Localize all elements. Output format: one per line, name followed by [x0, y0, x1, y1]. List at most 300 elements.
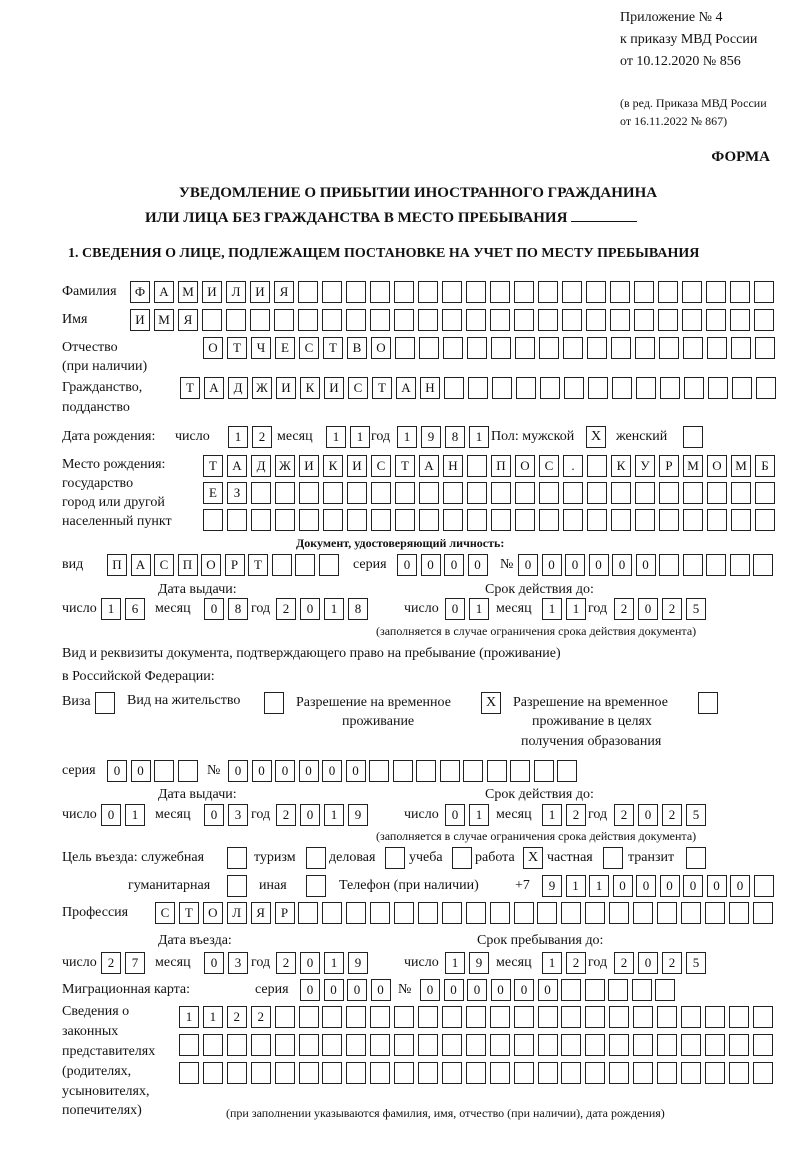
- char-cell[interactable]: [416, 760, 436, 782]
- char-cell[interactable]: Б: [755, 455, 775, 477]
- char-cell[interactable]: [539, 482, 559, 504]
- visa-checkbox[interactable]: [95, 692, 115, 714]
- char-cell[interactable]: [514, 309, 534, 331]
- char-cell[interactable]: [611, 337, 631, 359]
- char-cell[interactable]: [561, 902, 581, 924]
- char-cell[interactable]: [655, 979, 675, 1001]
- char-cell[interactable]: [684, 377, 704, 399]
- char-cell[interactable]: И: [299, 455, 319, 477]
- char-cell[interactable]: 1: [179, 1006, 199, 1028]
- char-cell[interactable]: [753, 1006, 773, 1028]
- char-cell[interactable]: С: [348, 377, 368, 399]
- char-cell[interactable]: О: [201, 554, 221, 576]
- char-cell[interactable]: [322, 309, 342, 331]
- char-cell[interactable]: [708, 377, 728, 399]
- char-cell[interactable]: [534, 760, 554, 782]
- char-cell[interactable]: [322, 1034, 342, 1056]
- char-cell[interactable]: [418, 1034, 438, 1056]
- char-cell[interactable]: [729, 1006, 749, 1028]
- char-cell[interactable]: 6: [125, 598, 145, 620]
- char-cell[interactable]: [705, 902, 725, 924]
- char-cell[interactable]: [394, 1006, 414, 1028]
- char-cell[interactable]: А: [154, 281, 174, 303]
- char-cell[interactable]: [370, 1034, 390, 1056]
- char-cell[interactable]: 0: [300, 979, 320, 1001]
- char-cell[interactable]: [540, 377, 560, 399]
- char-cell[interactable]: К: [611, 455, 631, 477]
- char-cell[interactable]: [563, 509, 583, 531]
- char-cell[interactable]: [154, 760, 174, 782]
- char-cell[interactable]: [538, 309, 558, 331]
- char-cell[interactable]: Н: [420, 377, 440, 399]
- temp-residence-checkbox[interactable]: X: [481, 692, 501, 714]
- char-cell[interactable]: [295, 554, 315, 576]
- char-cell[interactable]: А: [204, 377, 224, 399]
- char-cell[interactable]: С: [371, 455, 391, 477]
- char-cell[interactable]: [514, 902, 534, 924]
- char-cell[interactable]: Т: [203, 455, 223, 477]
- char-cell[interactable]: [203, 1062, 223, 1084]
- char-cell[interactable]: [442, 281, 462, 303]
- char-cell[interactable]: [587, 509, 607, 531]
- char-cell[interactable]: 5: [686, 804, 706, 826]
- char-cell[interactable]: 0: [636, 875, 656, 897]
- char-cell[interactable]: [585, 1034, 605, 1056]
- char-cell[interactable]: 1: [326, 426, 346, 448]
- char-cell[interactable]: [731, 509, 751, 531]
- char-cell[interactable]: [443, 482, 463, 504]
- char-cell[interactable]: 2: [662, 598, 682, 620]
- char-cell[interactable]: 1: [566, 875, 586, 897]
- char-cell[interactable]: [322, 281, 342, 303]
- char-cell[interactable]: 0: [467, 979, 487, 1001]
- char-cell[interactable]: [705, 1006, 725, 1028]
- char-cell[interactable]: 7: [125, 952, 145, 974]
- char-cell[interactable]: [395, 337, 415, 359]
- char-cell[interactable]: [731, 337, 751, 359]
- char-cell[interactable]: 5: [686, 598, 706, 620]
- char-cell[interactable]: С: [155, 902, 175, 924]
- char-cell[interactable]: 2: [276, 598, 296, 620]
- char-cell[interactable]: [681, 1062, 701, 1084]
- purpose-work-checkbox[interactable]: X: [523, 847, 543, 869]
- purpose-tourism-checkbox[interactable]: [306, 847, 326, 869]
- char-cell[interactable]: [490, 1034, 510, 1056]
- char-cell[interactable]: 1: [324, 804, 344, 826]
- char-cell[interactable]: 3: [228, 804, 248, 826]
- char-cell[interactable]: [707, 509, 727, 531]
- char-cell[interactable]: [298, 309, 318, 331]
- char-cell[interactable]: 9: [348, 804, 368, 826]
- char-cell[interactable]: [346, 281, 366, 303]
- purpose-private-checkbox[interactable]: [603, 847, 623, 869]
- char-cell[interactable]: 2: [276, 952, 296, 974]
- char-cell[interactable]: [442, 902, 462, 924]
- char-cell[interactable]: [754, 875, 774, 897]
- char-cell[interactable]: [683, 554, 703, 576]
- char-cell[interactable]: [682, 309, 702, 331]
- char-cell[interactable]: [370, 1006, 390, 1028]
- char-cell[interactable]: 0: [518, 554, 538, 576]
- char-cell[interactable]: 0: [300, 952, 320, 974]
- char-cell[interactable]: [755, 482, 775, 504]
- char-cell[interactable]: Л: [226, 281, 246, 303]
- char-cell[interactable]: [299, 482, 319, 504]
- char-cell[interactable]: О: [203, 337, 223, 359]
- char-cell[interactable]: [585, 1006, 605, 1028]
- char-cell[interactable]: И: [276, 377, 296, 399]
- char-cell[interactable]: 1: [469, 598, 489, 620]
- char-cell[interactable]: [683, 482, 703, 504]
- char-cell[interactable]: А: [419, 455, 439, 477]
- char-cell[interactable]: [203, 1034, 223, 1056]
- char-cell[interactable]: Л: [227, 902, 247, 924]
- char-cell[interactable]: 2: [566, 804, 586, 826]
- char-cell[interactable]: Р: [275, 902, 295, 924]
- char-cell[interactable]: [251, 482, 271, 504]
- char-cell[interactable]: [251, 509, 271, 531]
- char-cell[interactable]: [610, 309, 630, 331]
- char-cell[interactable]: И: [130, 309, 150, 331]
- char-cell[interactable]: [562, 281, 582, 303]
- char-cell[interactable]: С: [299, 337, 319, 359]
- char-cell[interactable]: [346, 1062, 366, 1084]
- char-cell[interactable]: У: [635, 455, 655, 477]
- char-cell[interactable]: 1: [445, 952, 465, 974]
- male-checkbox[interactable]: X: [586, 426, 606, 448]
- char-cell[interactable]: 0: [638, 598, 658, 620]
- char-cell[interactable]: 8: [228, 598, 248, 620]
- char-cell[interactable]: [394, 902, 414, 924]
- char-cell[interactable]: [634, 309, 654, 331]
- char-cell[interactable]: [730, 309, 750, 331]
- char-cell[interactable]: [250, 309, 270, 331]
- char-cell[interactable]: [466, 1034, 486, 1056]
- char-cell[interactable]: [659, 509, 679, 531]
- char-cell[interactable]: [419, 509, 439, 531]
- char-cell[interactable]: [561, 979, 581, 1001]
- char-cell[interactable]: [371, 509, 391, 531]
- char-cell[interactable]: [491, 337, 511, 359]
- char-cell[interactable]: 0: [275, 760, 295, 782]
- char-cell[interactable]: [418, 1006, 438, 1028]
- char-cell[interactable]: 0: [444, 979, 464, 1001]
- char-cell[interactable]: Ч: [251, 337, 271, 359]
- char-cell[interactable]: [514, 1034, 534, 1056]
- char-cell[interactable]: [442, 1006, 462, 1028]
- char-cell[interactable]: И: [324, 377, 344, 399]
- char-cell[interactable]: [753, 554, 773, 576]
- char-cell[interactable]: [611, 509, 631, 531]
- char-cell[interactable]: 0: [445, 804, 465, 826]
- char-cell[interactable]: Ф: [130, 281, 150, 303]
- char-cell[interactable]: [370, 309, 390, 331]
- char-cell[interactable]: [516, 377, 536, 399]
- char-cell[interactable]: [394, 1062, 414, 1084]
- char-cell[interactable]: 0: [347, 979, 367, 1001]
- char-cell[interactable]: П: [491, 455, 511, 477]
- char-cell[interactable]: [466, 309, 486, 331]
- char-cell[interactable]: [371, 482, 391, 504]
- char-cell[interactable]: 0: [397, 554, 417, 576]
- char-cell[interactable]: [346, 1006, 366, 1028]
- char-cell[interactable]: 0: [589, 554, 609, 576]
- char-cell[interactable]: [370, 281, 390, 303]
- char-cell[interactable]: [466, 281, 486, 303]
- char-cell[interactable]: 0: [204, 804, 224, 826]
- char-cell[interactable]: [418, 902, 438, 924]
- char-cell[interactable]: [634, 281, 654, 303]
- char-cell[interactable]: [756, 377, 776, 399]
- char-cell[interactable]: [659, 337, 679, 359]
- char-cell[interactable]: [515, 337, 535, 359]
- purpose-humanitarian-checkbox[interactable]: [227, 875, 247, 897]
- char-cell[interactable]: [681, 1034, 701, 1056]
- char-cell[interactable]: Т: [180, 377, 200, 399]
- char-cell[interactable]: [227, 509, 247, 531]
- char-cell[interactable]: [585, 979, 605, 1001]
- char-cell[interactable]: [754, 309, 774, 331]
- char-cell[interactable]: 2: [227, 1006, 247, 1028]
- char-cell[interactable]: [753, 1034, 773, 1056]
- char-cell[interactable]: [561, 1006, 581, 1028]
- char-cell[interactable]: 0: [346, 760, 366, 782]
- char-cell[interactable]: [490, 281, 510, 303]
- char-cell[interactable]: [753, 1062, 773, 1084]
- char-cell[interactable]: [657, 1034, 677, 1056]
- char-cell[interactable]: [466, 902, 486, 924]
- char-cell[interactable]: 0: [300, 598, 320, 620]
- char-cell[interactable]: [609, 902, 629, 924]
- char-cell[interactable]: К: [323, 455, 343, 477]
- char-cell[interactable]: П: [178, 554, 198, 576]
- char-cell[interactable]: [272, 554, 292, 576]
- char-cell[interactable]: И: [202, 281, 222, 303]
- char-cell[interactable]: 1: [469, 804, 489, 826]
- char-cell[interactable]: [633, 1006, 653, 1028]
- char-cell[interactable]: [610, 281, 630, 303]
- char-cell[interactable]: 2: [251, 1006, 271, 1028]
- char-cell[interactable]: 2: [614, 804, 634, 826]
- char-cell[interactable]: М: [178, 281, 198, 303]
- char-cell[interactable]: 0: [491, 979, 511, 1001]
- char-cell[interactable]: [322, 1062, 342, 1084]
- char-cell[interactable]: М: [731, 455, 751, 477]
- char-cell[interactable]: [440, 760, 460, 782]
- char-cell[interactable]: И: [347, 455, 367, 477]
- char-cell[interactable]: [298, 281, 318, 303]
- char-cell[interactable]: [275, 509, 295, 531]
- char-cell[interactable]: [660, 377, 680, 399]
- char-cell[interactable]: [658, 281, 678, 303]
- char-cell[interactable]: [586, 281, 606, 303]
- char-cell[interactable]: 0: [204, 952, 224, 974]
- char-cell[interactable]: [587, 337, 607, 359]
- char-cell[interactable]: 2: [614, 952, 634, 974]
- char-cell[interactable]: А: [396, 377, 416, 399]
- char-cell[interactable]: [227, 1034, 247, 1056]
- char-cell[interactable]: 1: [542, 598, 562, 620]
- char-cell[interactable]: Д: [251, 455, 271, 477]
- char-cell[interactable]: 0: [300, 804, 320, 826]
- char-cell[interactable]: [226, 309, 246, 331]
- char-cell[interactable]: 0: [730, 875, 750, 897]
- char-cell[interactable]: [395, 509, 415, 531]
- char-cell[interactable]: 0: [252, 760, 272, 782]
- char-cell[interactable]: [681, 902, 701, 924]
- char-cell[interactable]: [754, 281, 774, 303]
- char-cell[interactable]: [179, 1062, 199, 1084]
- char-cell[interactable]: [657, 1006, 677, 1028]
- char-cell[interactable]: 1: [350, 426, 370, 448]
- char-cell[interactable]: 0: [420, 979, 440, 1001]
- char-cell[interactable]: [395, 482, 415, 504]
- char-cell[interactable]: 9: [542, 875, 562, 897]
- char-cell[interactable]: [658, 309, 678, 331]
- char-cell[interactable]: З: [227, 482, 247, 504]
- char-cell[interactable]: 1: [589, 875, 609, 897]
- char-cell[interactable]: 0: [468, 554, 488, 576]
- char-cell[interactable]: 0: [324, 979, 344, 1001]
- char-cell[interactable]: [562, 309, 582, 331]
- char-cell[interactable]: [394, 1034, 414, 1056]
- char-cell[interactable]: [251, 1034, 271, 1056]
- char-cell[interactable]: [347, 509, 367, 531]
- char-cell[interactable]: [227, 1062, 247, 1084]
- char-cell[interactable]: [442, 1034, 462, 1056]
- char-cell[interactable]: [635, 337, 655, 359]
- char-cell[interactable]: О: [203, 902, 223, 924]
- char-cell[interactable]: [346, 1034, 366, 1056]
- char-cell[interactable]: [633, 902, 653, 924]
- char-cell[interactable]: [539, 509, 559, 531]
- char-cell[interactable]: [369, 760, 389, 782]
- char-cell[interactable]: [537, 902, 557, 924]
- char-cell[interactable]: [515, 509, 535, 531]
- char-cell[interactable]: А: [131, 554, 151, 576]
- char-cell[interactable]: [274, 309, 294, 331]
- char-cell[interactable]: [275, 1006, 295, 1028]
- purpose-business-checkbox[interactable]: [385, 847, 405, 869]
- char-cell[interactable]: [491, 482, 511, 504]
- temp-edu-checkbox[interactable]: [698, 692, 718, 714]
- char-cell[interactable]: [538, 1006, 558, 1028]
- char-cell[interactable]: [419, 482, 439, 504]
- char-cell[interactable]: 0: [107, 760, 127, 782]
- char-cell[interactable]: 9: [469, 952, 489, 974]
- char-cell[interactable]: 0: [101, 804, 121, 826]
- char-cell[interactable]: [319, 554, 339, 576]
- char-cell[interactable]: 0: [514, 979, 534, 1001]
- char-cell[interactable]: [510, 760, 530, 782]
- char-cell[interactable]: [587, 455, 607, 477]
- char-cell[interactable]: [731, 482, 751, 504]
- char-cell[interactable]: [515, 482, 535, 504]
- char-cell[interactable]: 2: [614, 598, 634, 620]
- char-cell[interactable]: [707, 337, 727, 359]
- char-cell[interactable]: [275, 1062, 295, 1084]
- char-cell[interactable]: 0: [204, 598, 224, 620]
- char-cell[interactable]: 0: [638, 952, 658, 974]
- char-cell[interactable]: 2: [566, 952, 586, 974]
- char-cell[interactable]: 2: [662, 952, 682, 974]
- char-cell[interactable]: С: [539, 455, 559, 477]
- char-cell[interactable]: 1: [397, 426, 417, 448]
- purpose-study-checkbox[interactable]: [452, 847, 472, 869]
- char-cell[interactable]: 1: [228, 426, 248, 448]
- char-cell[interactable]: 3: [228, 952, 248, 974]
- char-cell[interactable]: [561, 1062, 581, 1084]
- char-cell[interactable]: [466, 1062, 486, 1084]
- char-cell[interactable]: [299, 1062, 319, 1084]
- char-cell[interactable]: [322, 1006, 342, 1028]
- char-cell[interactable]: 0: [707, 875, 727, 897]
- char-cell[interactable]: .: [563, 455, 583, 477]
- char-cell[interactable]: О: [371, 337, 391, 359]
- char-cell[interactable]: [463, 760, 483, 782]
- char-cell[interactable]: Т: [227, 337, 247, 359]
- char-cell[interactable]: [707, 482, 727, 504]
- char-cell[interactable]: 9: [348, 952, 368, 974]
- char-cell[interactable]: [299, 1006, 319, 1028]
- char-cell[interactable]: М: [683, 455, 703, 477]
- char-cell[interactable]: [299, 509, 319, 531]
- char-cell[interactable]: [730, 281, 750, 303]
- char-cell[interactable]: 0: [565, 554, 585, 576]
- char-cell[interactable]: [585, 902, 605, 924]
- char-cell[interactable]: 0: [322, 760, 342, 782]
- char-cell[interactable]: [755, 337, 775, 359]
- char-cell[interactable]: [683, 509, 703, 531]
- char-cell[interactable]: [490, 1062, 510, 1084]
- female-checkbox[interactable]: [683, 426, 703, 448]
- char-cell[interactable]: 1: [542, 804, 562, 826]
- char-cell[interactable]: Е: [275, 337, 295, 359]
- char-cell[interactable]: [564, 377, 584, 399]
- char-cell[interactable]: [418, 1062, 438, 1084]
- char-cell[interactable]: [347, 482, 367, 504]
- char-cell[interactable]: [538, 281, 558, 303]
- char-cell[interactable]: Д: [228, 377, 248, 399]
- char-cell[interactable]: 0: [299, 760, 319, 782]
- char-cell[interactable]: [611, 482, 631, 504]
- char-cell[interactable]: 0: [542, 554, 562, 576]
- char-cell[interactable]: [609, 1062, 629, 1084]
- char-cell[interactable]: [490, 902, 510, 924]
- residence-permit-checkbox[interactable]: [264, 692, 284, 714]
- char-cell[interactable]: [179, 1034, 199, 1056]
- purpose-other-checkbox[interactable]: [306, 875, 326, 897]
- char-cell[interactable]: [586, 309, 606, 331]
- char-cell[interactable]: [275, 1034, 295, 1056]
- char-cell[interactable]: [394, 281, 414, 303]
- char-cell[interactable]: [659, 482, 679, 504]
- char-cell[interactable]: 1: [324, 598, 344, 620]
- char-cell[interactable]: [587, 482, 607, 504]
- char-cell[interactable]: [468, 377, 488, 399]
- char-cell[interactable]: Т: [372, 377, 392, 399]
- char-cell[interactable]: [490, 1006, 510, 1028]
- char-cell[interactable]: Ж: [275, 455, 295, 477]
- char-cell[interactable]: 0: [683, 875, 703, 897]
- char-cell[interactable]: [346, 309, 366, 331]
- char-cell[interactable]: [251, 1062, 271, 1084]
- char-cell[interactable]: 0: [638, 804, 658, 826]
- purpose-transit-checkbox[interactable]: [686, 847, 706, 869]
- char-cell[interactable]: Я: [274, 281, 294, 303]
- char-cell[interactable]: 0: [421, 554, 441, 576]
- char-cell[interactable]: [467, 337, 487, 359]
